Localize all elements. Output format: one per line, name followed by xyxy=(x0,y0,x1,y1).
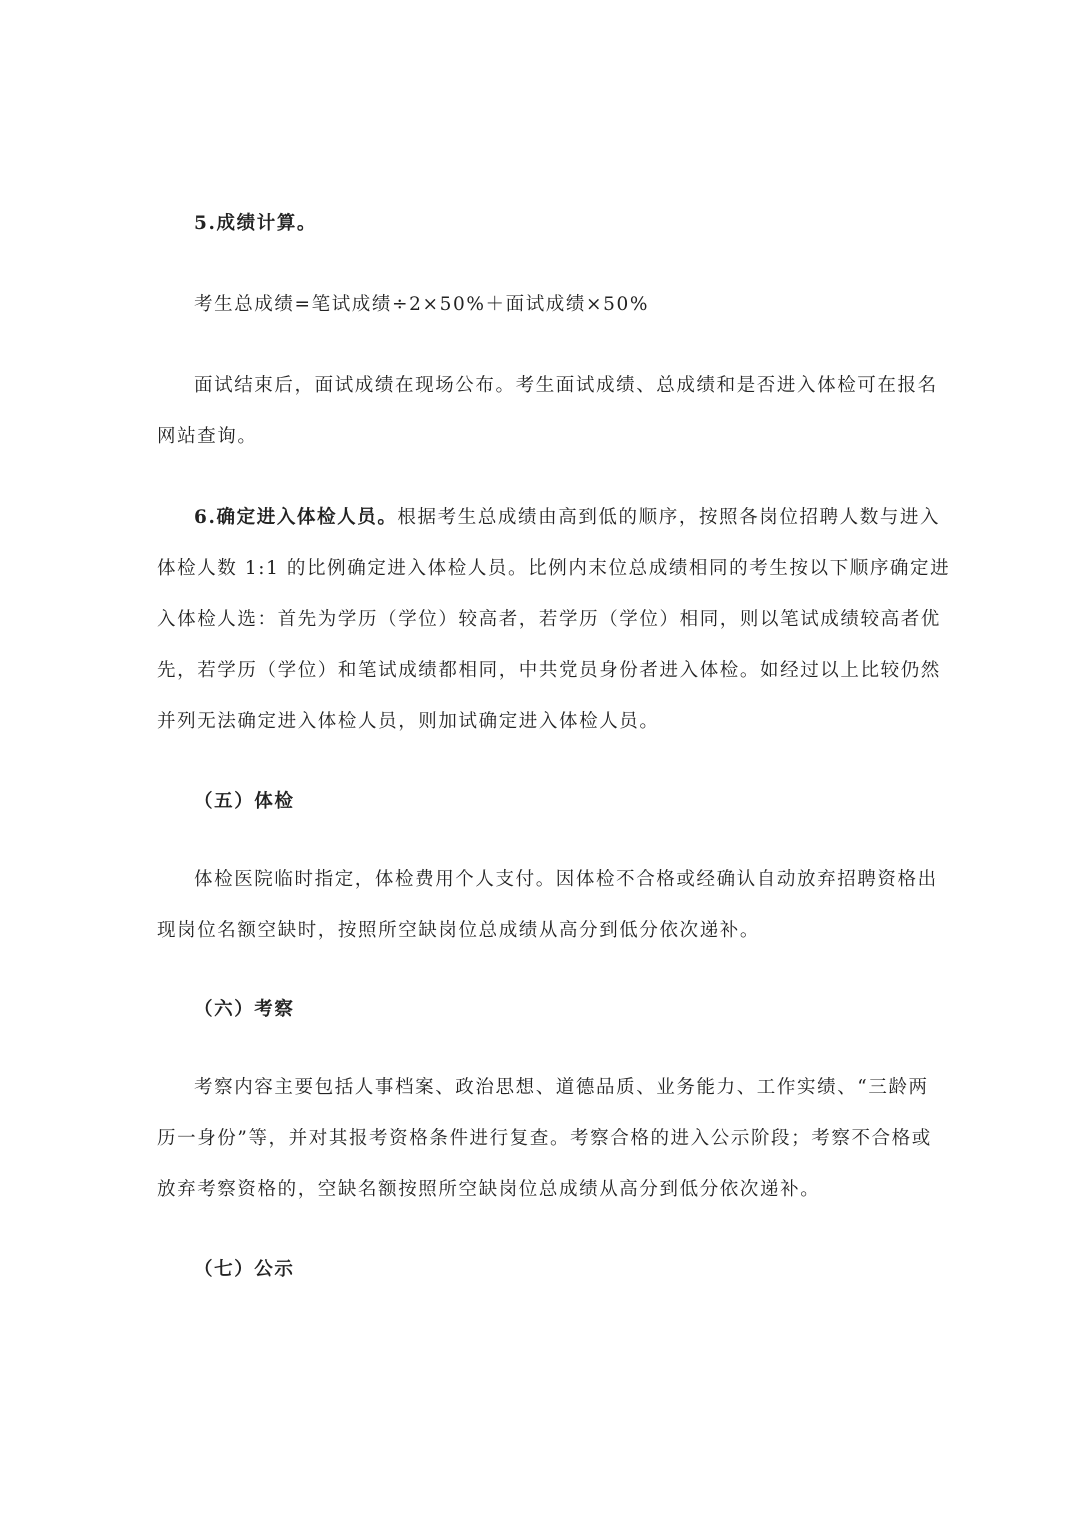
heading-inspection xyxy=(157,984,927,1035)
heading-physical-exam xyxy=(157,776,927,827)
heading-text: （五）体检 xyxy=(194,791,295,812)
heading-text: 5.成绩计算。 xyxy=(194,213,318,234)
paragraph-interview-results xyxy=(157,360,938,462)
paragraph-physical-exam xyxy=(157,854,938,956)
paragraph-line: 入体检人选：首先为学历（学位）较高者，若学历（学位）相同，则以笔试成绩较高者优 xyxy=(157,609,941,630)
paragraph-line: 网站查询。 xyxy=(157,426,258,447)
paragraph-line: 考生总成绩=笔试成绩÷2×50%＋面试成绩×50% xyxy=(194,294,650,315)
paragraph-lead: 6.确定进入体检人员。 xyxy=(194,507,398,528)
paragraph-line: 面试结束后，面试成绩在现场公布。考生面试成绩、总成绩和是否进入体检可在报名 xyxy=(194,375,938,396)
paragraph-line: 现岗位名额空缺时，按照所空缺岗位总成绩从高分到低分依次递补。 xyxy=(157,920,761,941)
paragraph-score-formula xyxy=(157,279,927,330)
heading-publicity xyxy=(157,1244,927,1295)
paragraph-line: 放弃考察资格的，空缺名额按照所空缺岗位总成绩从高分到低分依次递补。 xyxy=(157,1179,821,1200)
paragraph-inspection xyxy=(157,1062,932,1215)
heading-text: （六）考察 xyxy=(194,999,295,1020)
heading-score-calculation xyxy=(157,198,927,249)
paragraph-line: 并列无法确定进入体检人员，则加试确定进入体检人员。 xyxy=(157,711,660,732)
paragraph-physical-exam-selection xyxy=(157,492,951,747)
heading-text: （七）公示 xyxy=(194,1259,295,1280)
paragraph-line xyxy=(157,492,941,543)
paragraph-line: 体检医院临时指定，体检费用个人支付。因体检不合格或经确认自动放弃招聘资格出 xyxy=(194,869,938,890)
paragraph-line: 考察内容主要包括人事档案、政治思想、道德品质、业务能力、工作实绩、“三龄两 xyxy=(194,1077,929,1098)
paragraph-line-rest: 根据考生总成绩由高到低的顺序，按照各岗位招聘人数与进入 xyxy=(397,507,941,528)
paragraph-line: 体检人数 1:1 的比例确定进入体检人员。比例内末位总成绩相同的考生按以下顺序确定进 xyxy=(157,558,951,579)
paragraph-line: 历一身份”等，并对其报考资格条件进行复查。考察合格的进入公示阶段；考察不合格或 xyxy=(157,1128,932,1149)
paragraph-line: 先，若学历（学位）和笔试成绩都相同，中共党员身份者进入体检。如经过以上比较仍然 xyxy=(157,660,941,681)
